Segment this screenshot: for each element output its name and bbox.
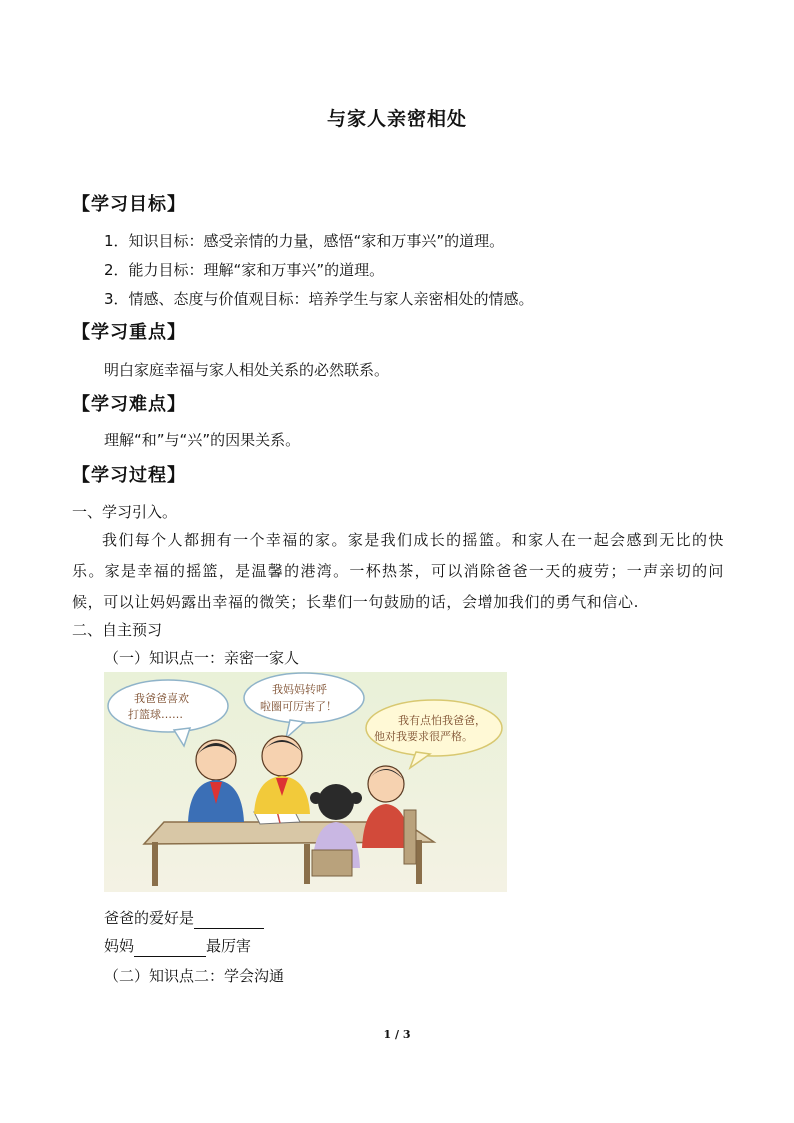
part2-title: 二、自主预习 (72, 621, 163, 639)
process-heading: 【学习过程】 (72, 465, 186, 486)
difficulties-text: 理解“和”与“兴”的因果关系。 (104, 431, 301, 449)
objective-item: 1．知识目标：感受亲情的力量，感悟“家和万事兴”的道理。 (104, 232, 505, 250)
fill-2-prefix: 妈妈 (104, 937, 135, 955)
key-points-heading: 【学习重点】 (72, 322, 186, 343)
answer-blank-1[interactable] (194, 910, 264, 929)
objective-item: 2．能力目标：理解“家和万事兴”的道理。 (104, 261, 385, 279)
fill-in-dad-hobby (104, 908, 264, 929)
bubble-3-line-1: 我有点怕我爸爸， (398, 714, 486, 727)
bubble-1-line-1: 我爸爸喜欢 (134, 692, 189, 705)
knowledge-point-1: （一）知识点一：亲密一家人 (104, 649, 300, 667)
fill-in-mom-skill (104, 936, 251, 957)
key-points-text: 明白家庭幸福与家人相处关系的必然联系。 (104, 361, 390, 379)
objective-item: 3．情感、态度与价值观目标：培养学生与家人亲密相处的情感。 (104, 290, 534, 308)
page-number: 1 / 3 (383, 1028, 411, 1041)
bubble-2-line-1: 我妈妈转呼 (272, 683, 327, 696)
fill-2-suffix: 最厉害 (206, 937, 252, 955)
part1-title: 一、学习引入。 (72, 503, 178, 521)
knowledge-point-2: （二）知识点二：学会沟通 (104, 967, 285, 985)
objectives-heading: 【学习目标】 (72, 194, 186, 215)
family-discussion-illustration (104, 672, 507, 892)
bubble-1-line-2: 打篮球…… (128, 708, 183, 721)
answer-blank-2[interactable] (134, 938, 206, 957)
bubble-2-line-2: 啦圈可厉害了！ (260, 700, 337, 713)
difficulties-heading: 【学习难点】 (72, 394, 186, 415)
page-title: 与家人亲密相处 (326, 108, 467, 130)
bubble-3-line-2: 他对我要求很严格。 (374, 730, 473, 743)
part1-paragraph: 我们每个人都拥有一个幸福的家。家是我们成长的摇篮。和家人在一起会感到无比的快乐。家是幸福的摇篮，是温馨的港湾。一杯热茶，可以消除爸爸一天的疲劳；一声亲切的问候，可以让妈妈露出幸福的微笑；长辈们一句鼓励的话，会增加我们的勇气和信心. (72, 531, 724, 611)
fill-1-prefix: 爸爸的爱好是 (104, 909, 195, 927)
